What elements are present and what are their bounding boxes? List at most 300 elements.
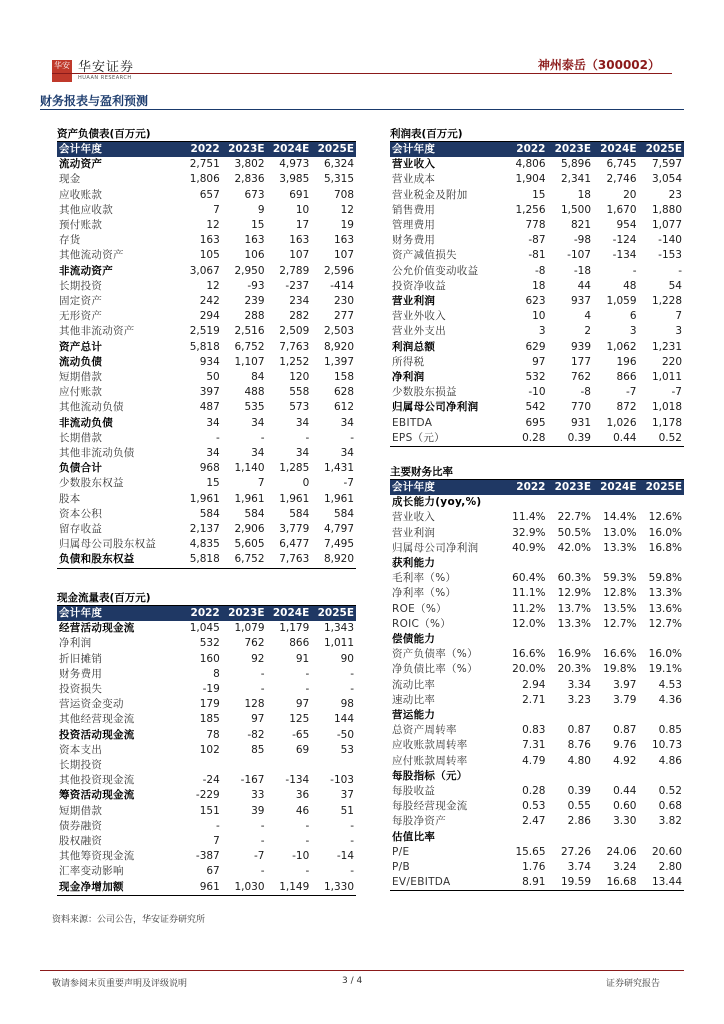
row-label: 其他筹资现金流 <box>59 850 135 863</box>
table-row <box>390 860 684 875</box>
cell-value: 1,011 <box>651 371 682 384</box>
cell-value: 1,397 <box>323 355 354 368</box>
column-header: 2025E <box>311 142 356 157</box>
table-header-row <box>57 606 356 621</box>
column-header: 2022 <box>502 480 548 495</box>
cell-value: - <box>350 667 354 680</box>
cell-value: 0.85 <box>658 724 682 737</box>
cell-value: - <box>305 865 310 878</box>
cell-value <box>548 495 594 510</box>
row-label: 每股经营现金流 <box>392 800 468 813</box>
cell-value: 7 <box>257 477 265 490</box>
cell-value: - <box>305 683 310 696</box>
cell-value: -10 <box>528 386 546 399</box>
cell-value: 0.52 <box>658 785 682 798</box>
cell-value: 0.52 <box>658 431 682 444</box>
cell-value: 0.28 <box>522 431 546 444</box>
cell-value: 12 <box>206 279 220 292</box>
table-row <box>57 636 356 651</box>
balance-sheet-table <box>57 142 356 569</box>
cell-value: 34 <box>251 416 265 429</box>
cell-value: 13.44 <box>651 876 682 889</box>
cell-value: 234 <box>289 295 310 308</box>
cell-value: 3.24 <box>613 861 637 874</box>
cell-value: 8.91 <box>522 876 546 889</box>
cell-value: 1,018 <box>651 401 682 414</box>
cell-value <box>548 632 594 647</box>
cell-value: - <box>260 683 265 696</box>
cell-value: 69 <box>295 743 310 756</box>
cell-value: 612 <box>333 401 354 414</box>
cell-value: 1,062 <box>606 340 637 353</box>
table-row <box>390 248 684 263</box>
row-label: 短期借款 <box>59 371 103 384</box>
cell-value: 16.9% <box>557 648 591 661</box>
table-row <box>57 864 356 879</box>
cell-value: 1,961 <box>234 492 265 505</box>
cell-value: 196 <box>616 355 637 368</box>
cell-value: 1,231 <box>651 340 682 353</box>
cell-value: -107 <box>567 249 591 262</box>
table-row <box>57 233 356 248</box>
row-label: 资产负债率（%） <box>392 648 478 661</box>
cell-value: -167 <box>240 774 265 787</box>
cell-value: 0.53 <box>522 800 546 813</box>
column-header: 会计年度 <box>57 142 177 157</box>
cell-value: 584 <box>244 507 265 520</box>
cell-value: 13.0% <box>603 526 637 539</box>
table-row <box>390 814 684 829</box>
cell-value: 3.82 <box>658 815 682 828</box>
cell-value: 6,752 <box>234 340 265 353</box>
cell-value: -50 <box>336 728 354 741</box>
balance-sheet-title: 资产负债表(百万元) <box>57 126 356 142</box>
row-label: 其他投资现金流 <box>59 774 135 787</box>
table-row <box>390 754 684 769</box>
row-label: 速动比率 <box>392 693 436 706</box>
row-label: 流动比率 <box>392 678 436 691</box>
cell-value: 7,495 <box>323 538 354 551</box>
cell-value: 151 <box>199 804 220 817</box>
cell-value: 13.3% <box>648 587 682 600</box>
cell-value <box>502 495 548 510</box>
cell-value: 1,149 <box>279 880 310 893</box>
table-row <box>390 830 684 845</box>
table-row <box>57 203 356 218</box>
cell-value: 294 <box>199 310 220 323</box>
row-label: 毛利率（%） <box>392 572 457 585</box>
row-label: 其他非流动资产 <box>59 325 135 338</box>
column-header: 会计年度 <box>390 480 502 495</box>
cell-value: -18 <box>573 264 591 277</box>
cell-value: 1,030 <box>234 880 265 893</box>
table-row <box>57 385 356 400</box>
cell-value: 6,745 <box>606 158 637 171</box>
table-row <box>57 476 356 491</box>
row-label: 营业税金及附加 <box>392 188 468 201</box>
cell-value: - <box>215 431 220 444</box>
cell-value: 107 <box>289 249 310 262</box>
cell-value: 4,973 <box>279 158 310 171</box>
cell-value: 695 <box>525 416 546 429</box>
cell-value: 19.8% <box>603 663 637 676</box>
cell-value: -229 <box>195 789 220 802</box>
column-header: 2022 <box>502 142 548 157</box>
table-header-row <box>390 480 684 495</box>
row-label: 净利润 <box>59 637 92 650</box>
column-header: 2022 <box>177 142 222 157</box>
table-row <box>390 431 684 447</box>
column-header: 2023E <box>222 142 267 157</box>
cell-value: 97 <box>251 713 265 726</box>
cell-value: 1,107 <box>234 355 265 368</box>
company-logo <box>52 60 134 82</box>
cell-value: 16.6% <box>603 648 637 661</box>
column-header: 2023E <box>222 606 267 621</box>
income-statement-panel <box>390 126 684 447</box>
cash-flow-panel <box>57 590 356 896</box>
table-row <box>390 723 684 738</box>
cell-value: - <box>350 865 354 878</box>
row-label: 应付账款周转率 <box>392 754 468 767</box>
cell-value: 968 <box>199 462 220 475</box>
cell-value: 6,477 <box>279 538 310 551</box>
cell-value: 532 <box>525 371 546 384</box>
cell-value <box>639 632 685 647</box>
table-row <box>57 537 356 552</box>
cell-value: 44 <box>577 279 591 292</box>
cell-value: 623 <box>525 295 546 308</box>
cell-value: 50.5% <box>557 526 591 539</box>
cell-value <box>177 758 222 773</box>
row-label: 归属母公司净利润 <box>392 541 479 554</box>
row-label: 总资产周转率 <box>392 724 457 737</box>
table-row <box>390 662 684 677</box>
cell-value: 872 <box>616 401 637 414</box>
cell-value <box>639 495 685 510</box>
cell-value: 158 <box>333 371 354 384</box>
cell-value: 20 <box>623 188 637 201</box>
cell-value: 144 <box>333 713 354 726</box>
cell-value: 34 <box>206 447 220 460</box>
table-row <box>57 400 356 415</box>
table-row <box>57 218 356 233</box>
table-row <box>57 248 356 263</box>
cell-value: 3.34 <box>567 678 591 691</box>
cell-value: 0.87 <box>567 724 591 737</box>
cell-value: 12.0% <box>512 617 546 630</box>
row-label: 营业成本 <box>392 173 436 186</box>
row-label: 归属母公司净利润 <box>392 401 479 414</box>
cell-value: 1,045 <box>189 622 220 635</box>
cell-value: 2 <box>584 325 591 338</box>
cell-value: 628 <box>333 386 354 399</box>
row-label: 长期借款 <box>59 431 103 444</box>
cell-value: 20.60 <box>651 845 682 858</box>
cell-value: 34 <box>340 416 354 429</box>
cell-value: 37 <box>340 789 354 802</box>
cell-value: 1,670 <box>606 203 637 216</box>
table-row <box>57 309 356 324</box>
cell-value <box>593 632 639 647</box>
cell-value <box>593 769 639 784</box>
cell-value: - <box>260 819 265 832</box>
row-label: 公允价值变动收益 <box>392 264 479 277</box>
table-row <box>57 370 356 385</box>
cell-value: 42.0% <box>557 541 591 554</box>
balance-sheet-panel <box>57 126 356 569</box>
cell-value: -14 <box>336 850 354 863</box>
cell-value: 488 <box>244 386 265 399</box>
cell-value: 220 <box>661 355 682 368</box>
cell-value: 1,011 <box>323 637 354 650</box>
section-title: 财务报表与盈利预测 <box>40 94 149 108</box>
cell-value: -103 <box>330 774 354 787</box>
row-label: 营运资金变动 <box>59 698 124 711</box>
table-row <box>57 552 356 568</box>
row-label: 非流动负债 <box>59 416 113 429</box>
cell-value: -98 <box>573 234 591 247</box>
cell-value: 1,961 <box>279 492 310 505</box>
cell-value: 163 <box>244 234 265 247</box>
row-label: 每股收益 <box>392 785 436 798</box>
table-header-row <box>390 142 684 157</box>
table-row <box>390 799 684 814</box>
cell-value: -81 <box>528 249 546 262</box>
cell-value: 708 <box>333 188 354 201</box>
row-label: 其他非流动负债 <box>59 447 135 460</box>
cell-value: 3,054 <box>651 173 682 186</box>
cell-value: 277 <box>333 310 354 323</box>
cell-value: 0.87 <box>613 724 637 737</box>
cell-value: 15 <box>532 188 546 201</box>
cell-value: 3.74 <box>567 861 591 874</box>
cell-value: 46 <box>295 804 310 817</box>
row-label: 营业收入 <box>392 158 436 171</box>
cell-value: 866 <box>289 637 310 650</box>
cell-value: 8 <box>213 667 220 680</box>
cell-value: 40.9% <box>512 541 546 554</box>
cell-value: 1,252 <box>279 355 310 368</box>
table-row <box>390 875 684 891</box>
row-label: 净利率（%） <box>392 587 457 600</box>
cell-value: 13.5% <box>603 602 637 615</box>
cell-value: 8,920 <box>323 553 354 566</box>
column-header: 2023E <box>548 142 594 157</box>
cell-value: 288 <box>244 310 265 323</box>
cell-value: 107 <box>333 249 354 262</box>
cell-value: 10.73 <box>651 739 682 752</box>
cell-value <box>548 556 594 571</box>
cell-value <box>548 769 594 784</box>
cell-value: 3,985 <box>279 173 310 186</box>
cell-value: 2.80 <box>658 861 682 874</box>
row-label: P/B <box>392 861 410 874</box>
table-row <box>390 294 684 309</box>
cell-value: 12.7% <box>648 617 682 630</box>
table-row <box>390 617 684 632</box>
row-label: 资本支出 <box>59 743 103 756</box>
cell-value: -134 <box>285 774 310 787</box>
cell-value: 4.53 <box>658 678 682 691</box>
table-row <box>390 526 684 541</box>
cell-value: 1,228 <box>651 295 682 308</box>
column-header: 2024E <box>267 606 312 621</box>
disclaimer-note: 敬请参阅末页重要声明及评级说明 <box>52 979 188 989</box>
cell-value: 12.9% <box>557 587 591 600</box>
cell-value: 8,920 <box>323 340 354 353</box>
cell-value: 13.3% <box>557 617 591 630</box>
table-row <box>57 773 356 788</box>
table-row <box>57 340 356 355</box>
cell-value: 34 <box>340 447 354 460</box>
cell-value: 16.8% <box>648 541 682 554</box>
cell-value: 2,516 <box>234 325 265 338</box>
row-label: 营业利润 <box>392 526 436 539</box>
cell-value: 2,789 <box>279 264 310 277</box>
table-row <box>57 743 356 758</box>
cell-value: 7,763 <box>279 553 310 566</box>
row-label: 其他应收款 <box>59 203 113 216</box>
ratios-table <box>390 480 684 891</box>
table-row <box>57 621 356 636</box>
table-row <box>390 586 684 601</box>
cell-value: -7 <box>671 386 682 399</box>
row-label: 归属母公司股东权益 <box>59 538 157 551</box>
row-label: 汇率变动影响 <box>59 865 124 878</box>
cell-value: 18 <box>577 188 591 201</box>
cell-value: 2.94 <box>522 678 546 691</box>
cell-value: 282 <box>289 310 310 323</box>
cell-value: 2,746 <box>606 173 637 186</box>
table-row <box>390 203 684 218</box>
cell-value: 48 <box>623 279 637 292</box>
cell-value <box>639 769 685 784</box>
row-label: 估值比率 <box>392 830 436 843</box>
row-label: 财务费用 <box>59 667 103 680</box>
table-row <box>57 788 356 803</box>
cell-value: 3 <box>538 325 546 338</box>
cell-value: 762 <box>244 637 265 650</box>
table-row <box>390 845 684 860</box>
cell-value: 939 <box>570 340 591 353</box>
cell-value: 51 <box>340 804 354 817</box>
row-label: 财务费用 <box>392 234 436 247</box>
cell-value <box>502 830 548 845</box>
cell-value: 8.76 <box>567 739 591 752</box>
cell-value: -65 <box>292 728 310 741</box>
cash-flow-table <box>57 606 356 896</box>
row-label: 流动资产 <box>59 158 103 171</box>
cell-value: 67 <box>206 865 220 878</box>
cell-value: 163 <box>199 234 220 247</box>
row-label: 债券融资 <box>59 819 103 832</box>
row-label: 固定资产 <box>59 295 103 308</box>
table-row <box>390 340 684 355</box>
cell-value: -7 <box>343 477 354 490</box>
cell-value: 0.55 <box>567 800 591 813</box>
table-row <box>390 738 684 753</box>
cell-value: 242 <box>199 295 220 308</box>
cell-value: 1,140 <box>234 462 265 475</box>
cell-value: -10 <box>292 850 310 863</box>
cell-value: 1,059 <box>606 295 637 308</box>
table-row <box>57 804 356 819</box>
cell-value: -82 <box>247 728 265 741</box>
cell-value: 34 <box>206 416 220 429</box>
cell-value: 13.6% <box>648 602 682 615</box>
row-label: 投资净收益 <box>392 279 446 292</box>
row-label: 每股净资产 <box>392 815 446 828</box>
cell-value: 17 <box>295 219 310 232</box>
cell-value: 78 <box>206 728 220 741</box>
table-row <box>390 355 684 370</box>
table-row <box>390 510 684 525</box>
cell-value: 6 <box>629 310 637 323</box>
cell-value: 487 <box>199 401 220 414</box>
row-label: 营业外收入 <box>392 310 446 323</box>
cell-value <box>502 769 548 784</box>
cell-value: 20.0% <box>512 663 546 676</box>
cell-value: - <box>305 431 310 444</box>
cell-value: 558 <box>289 386 310 399</box>
row-label: 其他流动负债 <box>59 401 124 414</box>
table-row <box>390 678 684 693</box>
table-row <box>390 693 684 708</box>
cell-value: 3,802 <box>234 158 265 171</box>
cell-value: 3.23 <box>567 693 591 706</box>
cell-value: 584 <box>333 507 354 520</box>
cell-value: 2.71 <box>522 693 546 706</box>
row-label: 留存收益 <box>59 523 103 536</box>
cell-value: 1,026 <box>606 416 637 429</box>
table-row <box>57 416 356 431</box>
cell-value: 7 <box>675 310 682 323</box>
row-label: 应收账款 <box>59 188 103 201</box>
row-label: 投资损失 <box>59 683 103 696</box>
cell-value: - <box>260 431 265 444</box>
cell-value: 12.6% <box>648 511 682 524</box>
cell-value: 27.26 <box>560 845 591 858</box>
table-row <box>390 556 684 571</box>
report-type: 证券研究报告 <box>605 979 660 989</box>
cell-value: 2,503 <box>323 325 354 338</box>
cell-value: 7 <box>213 835 220 848</box>
table-row <box>57 431 356 446</box>
table-row <box>390 309 684 324</box>
cell-value: 85 <box>251 743 265 756</box>
row-label: 其他流动资产 <box>59 249 124 262</box>
cell-value: 59.8% <box>648 572 682 585</box>
table-header-row <box>57 142 356 157</box>
row-label: ROE（%） <box>392 602 447 615</box>
table-row <box>57 712 356 727</box>
cell-value: 1,431 <box>323 462 354 475</box>
cell-value: 1,330 <box>323 880 354 893</box>
cell-value: -8 <box>535 264 546 277</box>
cell-value: 16.0% <box>648 648 682 661</box>
row-label: 管理费用 <box>392 219 436 232</box>
table-row <box>57 819 356 834</box>
table-row <box>390 632 684 647</box>
column-header: 会计年度 <box>57 606 177 621</box>
cell-value <box>222 758 267 773</box>
table-row <box>57 157 356 172</box>
logo-chinese: 华安证券 <box>78 60 135 75</box>
cell-value: - <box>678 264 682 277</box>
cell-value: 4.79 <box>522 754 546 767</box>
cell-value: 163 <box>289 234 310 247</box>
